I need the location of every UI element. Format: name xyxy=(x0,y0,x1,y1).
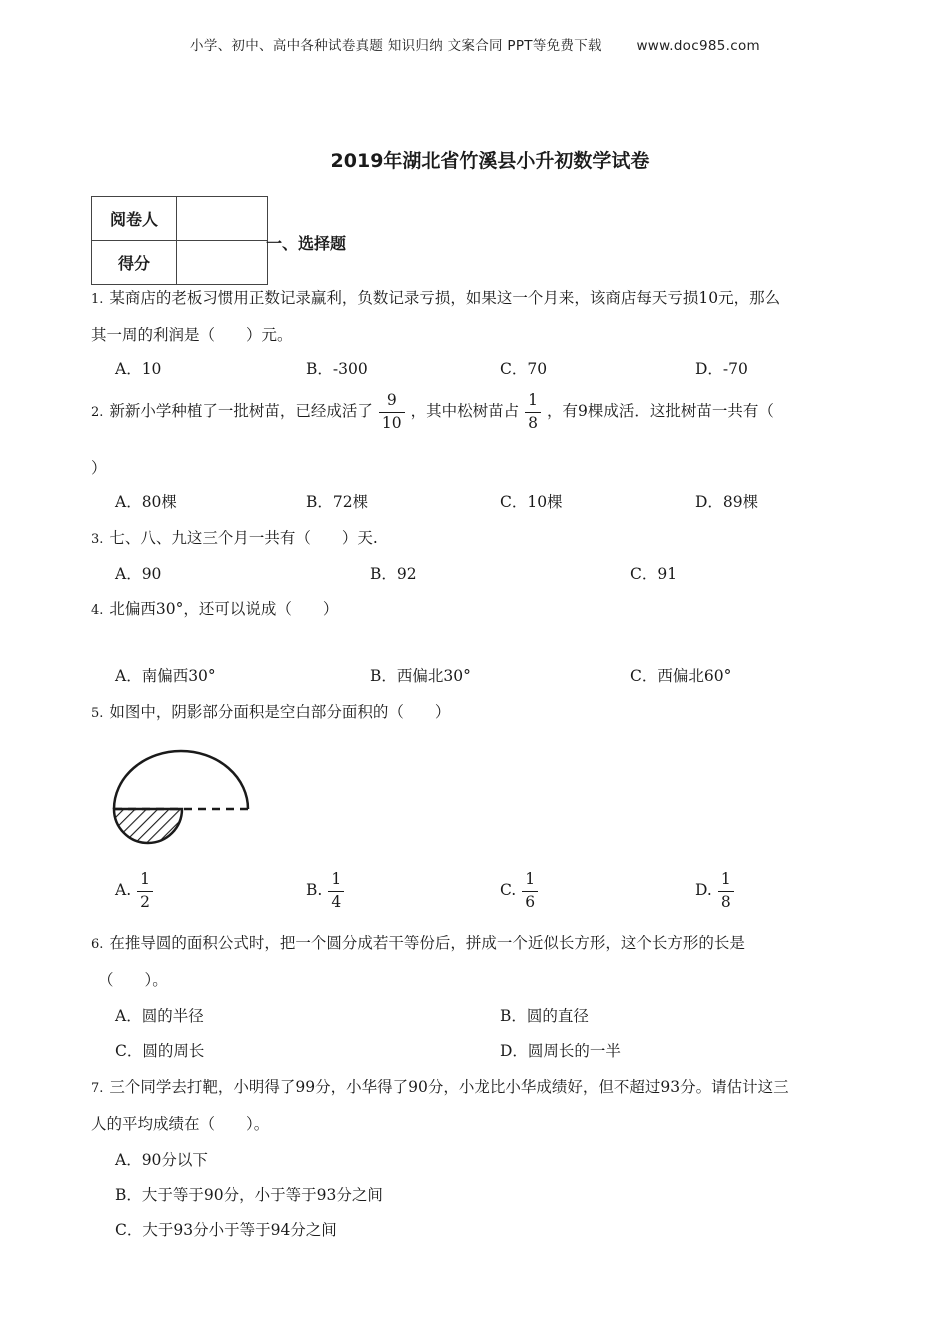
shaded-small-semicircle xyxy=(114,809,182,843)
fraction-numerator: 1 xyxy=(522,872,538,892)
option-b: B．大于等于90分，小于等于93分之间 xyxy=(115,1186,383,1204)
fraction xyxy=(525,393,541,431)
option-d: D．圆周长的一半 xyxy=(500,1042,621,1060)
option-a: A．圆的半径 xyxy=(115,1007,204,1025)
option-d: D．-70 xyxy=(695,360,748,378)
option-b: B．-300 xyxy=(306,360,368,378)
fraction-numerator: 1 xyxy=(137,872,153,892)
header-site: www.doc985.com xyxy=(636,38,760,54)
question-text: 新新小学种植了一批树苗，已经成活了 xyxy=(109,402,373,420)
grader-cell xyxy=(177,197,268,241)
question-text: ，其中松树苗占 xyxy=(410,402,520,420)
fraction-denominator: 4 xyxy=(331,892,342,911)
option-a: A．南偏西30° xyxy=(115,667,216,685)
fraction-denominator: 8 xyxy=(720,892,731,911)
option-a: A．90 xyxy=(115,565,162,583)
option-label: B. xyxy=(306,881,323,899)
question-2-line1 xyxy=(91,393,774,431)
question-2-line2: ） xyxy=(91,459,107,477)
option-c xyxy=(500,872,544,910)
option-c: C．西偏北60° xyxy=(630,667,732,685)
fraction-denominator: 8 xyxy=(528,413,539,432)
score-table xyxy=(91,196,268,285)
option-a xyxy=(115,872,159,910)
option-a: A．90分以下 xyxy=(115,1151,208,1169)
question-number: 6. xyxy=(91,937,104,952)
question-7-line2: 人的平均成绩在（ ）。 xyxy=(91,1115,270,1133)
question-text: 北偏西30°，还可以说成（ ） xyxy=(109,600,339,618)
option-c: C．圆的周长 xyxy=(115,1042,205,1060)
question-1-line2: 其一周的利润是（ ）元。 xyxy=(91,326,293,344)
option-a: A．10 xyxy=(115,360,162,378)
question-text: 三个同学去打靶，小明得了99分，小华得了90分，小龙比小华成绩好，但不超过93分。请估计这三 xyxy=(109,1078,789,1096)
fraction xyxy=(328,872,344,910)
fraction xyxy=(718,872,734,910)
option-b: B．72棵 xyxy=(306,493,369,511)
question-6-line2: （ ）。 xyxy=(98,971,168,989)
option-a: A．80棵 xyxy=(115,493,177,511)
fraction-numerator: 9 xyxy=(379,393,405,413)
question-number: 1. xyxy=(91,292,104,307)
question-6-line1 xyxy=(91,931,745,953)
grader-label: 阅卷人 xyxy=(92,197,177,241)
option-d: D．89棵 xyxy=(695,493,759,511)
option-c: C．91 xyxy=(630,565,678,583)
question-text: ，有9棵成活．这批树苗一共有（ xyxy=(547,402,774,420)
option-label: C. xyxy=(500,881,517,899)
question-5-line1 xyxy=(91,700,450,722)
score-label: 得分 xyxy=(92,241,177,285)
question-text: 在推导圆的面积公式时，把一个圆分成若干等份后，拼成一个近似长方形，这个长方形的长是 xyxy=(109,934,745,952)
question-3-line1 xyxy=(91,526,378,548)
question-number: 5. xyxy=(91,706,104,721)
question-4-line1 xyxy=(91,597,338,619)
option-b: B．圆的直径 xyxy=(500,1007,589,1025)
option-c: C．10棵 xyxy=(500,493,563,511)
option-c: C．70 xyxy=(500,360,548,378)
fraction xyxy=(379,393,405,431)
fraction-denominator: 2 xyxy=(140,892,150,911)
option-d xyxy=(695,872,740,910)
question-text: 某商店的老板习惯用正数记录赢利，负数记录亏损，如果这一个月来，该商店每天亏损10元，那么 xyxy=(109,289,781,307)
option-b: B．92 xyxy=(370,565,417,583)
question-7-line1 xyxy=(91,1075,789,1097)
question-number: 7. xyxy=(91,1081,104,1096)
page-title: 2019年湖北省竹溪县小升初数学试卷 xyxy=(330,150,650,172)
question-number: 3. xyxy=(91,532,104,547)
score-cell xyxy=(177,241,268,285)
question-number: 4. xyxy=(91,603,104,618)
semicircle-figure xyxy=(108,745,258,850)
fraction-numerator: 1 xyxy=(525,393,541,413)
page-header xyxy=(0,34,950,54)
fraction-numerator: 1 xyxy=(328,872,344,892)
question-number: 2. xyxy=(91,405,104,420)
option-b: B．西偏北30° xyxy=(370,667,471,685)
header-text: 小学、初中、高中各种试卷真题 知识归纳 文案合同 PPT等免费下载 xyxy=(190,38,602,54)
fraction xyxy=(137,872,153,910)
fraction-denominator: 10 xyxy=(381,413,402,432)
section-heading: 一、选择题 xyxy=(266,234,347,253)
question-1-line1 xyxy=(91,286,780,308)
option-b xyxy=(306,872,350,910)
fraction xyxy=(522,872,538,910)
option-label: A. xyxy=(115,881,132,899)
large-semicircle-arc xyxy=(114,751,248,809)
fraction-denominator: 6 xyxy=(525,892,536,911)
question-text: 如图中，阴影部分面积是空白部分面积的（ ） xyxy=(109,703,451,721)
fraction-numerator: 1 xyxy=(718,872,734,892)
option-label: D. xyxy=(695,881,712,899)
question-text: 七、八、九这三个月一共有（ ）天. xyxy=(109,529,378,547)
option-c: C．大于93分小于等于94分之间 xyxy=(115,1221,337,1239)
